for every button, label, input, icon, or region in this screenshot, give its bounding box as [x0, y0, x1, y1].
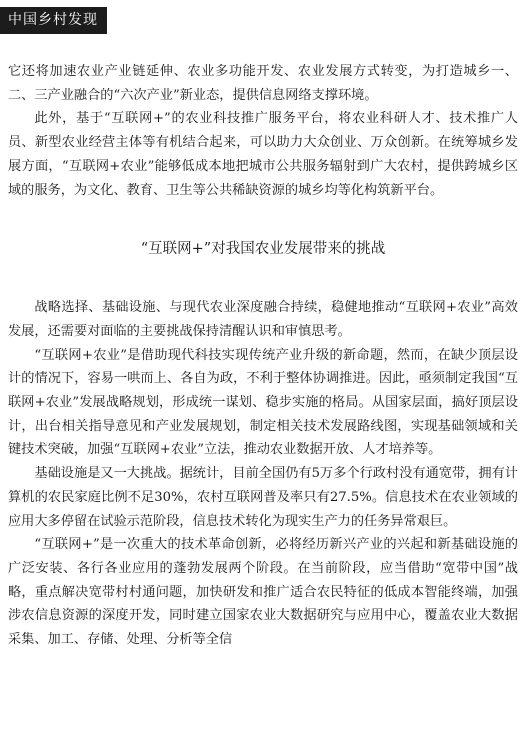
paragraph: 此外，基于“互联网+”的农业科技推广服务平台，将农业科研人才、技术推广人员、新型农业经营主体等有机结合起来，可以助力大众创业、万众创新。在统筹城乡发展方面，“互联网+农业”能够低成本地把城市公共服务辐射到广大农村，提供跨城乡区域的服务，为文化、教育、卫生等公共稀缺资源的城乡均等化构筑新平台。 [8, 111, 518, 198]
paragraph: 它还将加速农业产业链延伸、农业多功能开发、农业发展方式转变，为打造城乡一、二、三产业融合的“六次产业”新业态，提供信息网络支撑环境。 [8, 64, 518, 103]
section-heading: “互联网+”对我国农业发展带来的挑战 [140, 241, 386, 258]
paragraph: 战略选择、基础设施、与现代农业深度融合持续，稳健地推动“互联网+农业”高效发展，还需要对面临的主要挑战保持清醒认识和审慎思考。 [8, 300, 518, 339]
paragraph: “互联网+”是一次重大的技术革命创新，必将经历新兴产业的兴起和新基础设施的广泛安装、各行各业应用的蓬勃发展两个阶段。在当前阶段，应当借助“宽带中国”战略，重点解决宽带村村通问题，加快研发和推广适合农民特征的低成本智能终端，加强涉农信息资源的深度开发，同时建立国家农业大数据研究与应用中心，覆盖农业大数据采集、加工、存储、处理、分析等全信 [8, 537, 518, 648]
section-label: 中国乡村发现 [0, 7, 107, 34]
paragraph: “互联网+农业”是借助现代科技实现传统产业升级的新命题，然而，在缺少顶层设计的情况下，容易一哄而上、各自为政，不利于整体协调推进。因此，亟须制定我国“互联网+农业”发展战略规划，形成统一谋划、稳步实施的格局。从国家层面，搞好顶层设计，出台相关指导意见和产业发展规划，制定相关技术发展路线图，实现基础领域和关键技术突破，加强“互联网+农业”立法，推动农业数据开放、人才培养等。 [8, 347, 518, 458]
article-body [8, 60, 518, 652]
paragraph: 基础设施是又一大挑战。据统计，目前全国仍有5万多个行政村没有通宽带，拥有计算机的农民家庭比例不足30%，农村互联网普及率只有27.5%。信息技术在农业领域的应用大多停留在试验示范阶段，信息技术转化为现实生产力的任务异常艰巨。 [8, 466, 518, 529]
